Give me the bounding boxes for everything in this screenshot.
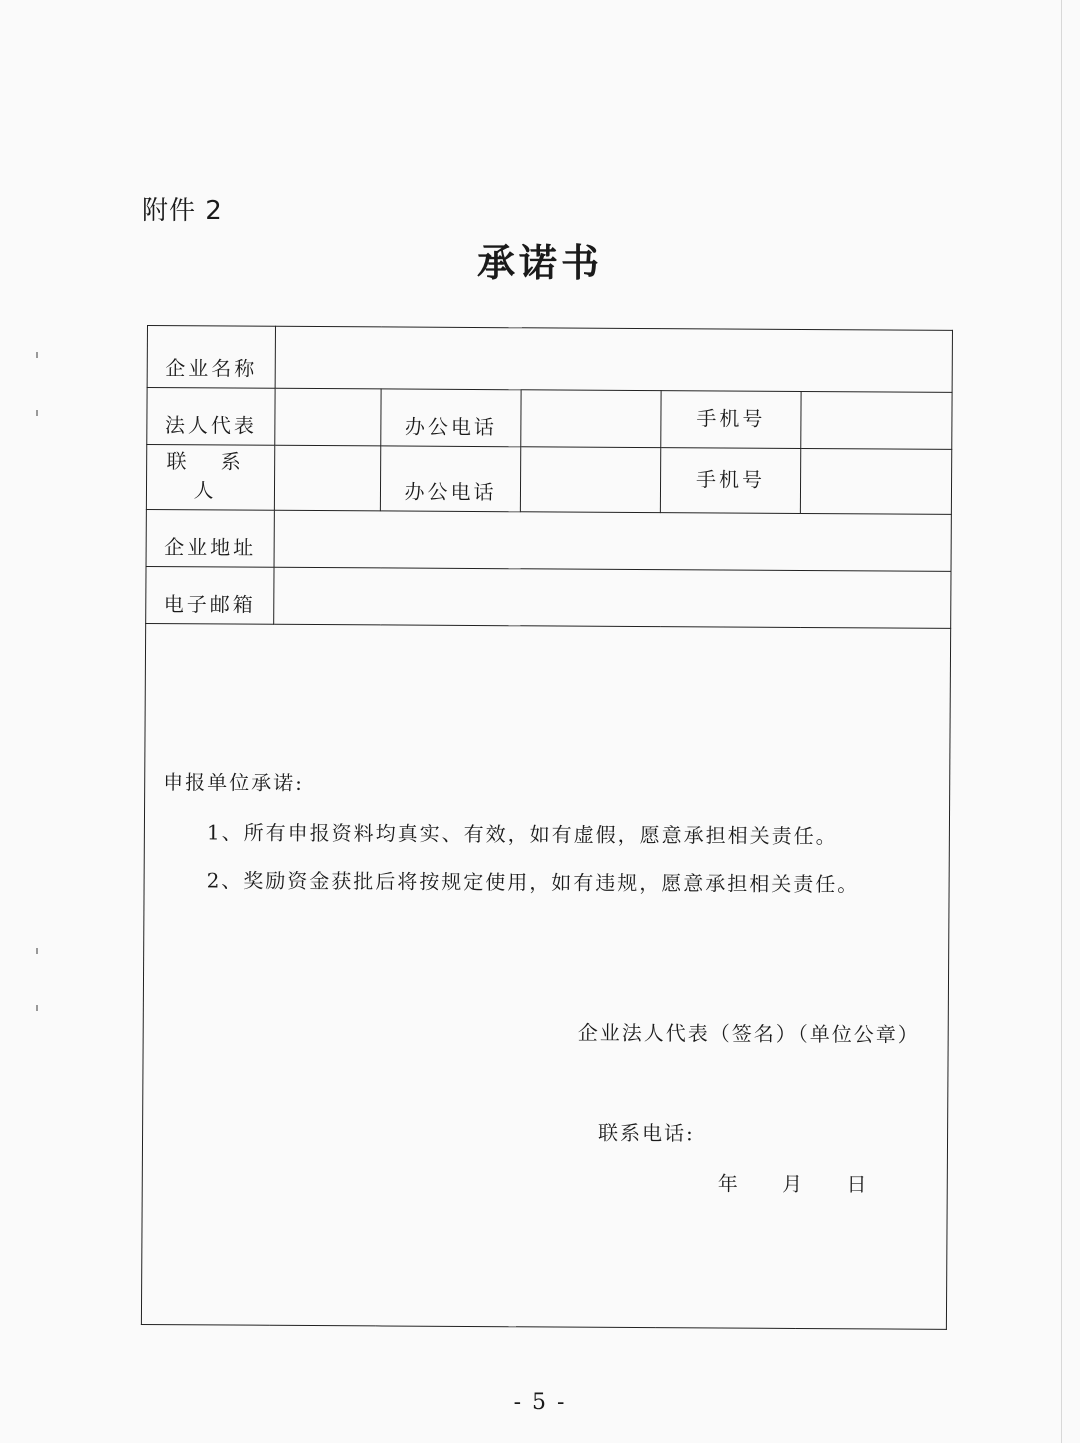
row-legal-rep xyxy=(147,388,952,450)
office-phone-field[interactable] xyxy=(521,390,661,448)
legal-rep-field[interactable] xyxy=(275,388,381,446)
contact-field[interactable] xyxy=(274,445,380,511)
contact-label: 联 系 人 xyxy=(146,445,274,511)
email-field[interactable] xyxy=(274,567,951,628)
pledge-area xyxy=(141,623,950,1329)
row-company-name xyxy=(147,326,952,393)
address-label: 企业地址 xyxy=(146,509,274,567)
scan-speck xyxy=(36,948,38,954)
office-phone-label: 办公电话 xyxy=(381,389,521,447)
row-pledge xyxy=(141,623,950,1329)
date-line xyxy=(718,1168,905,1198)
pledge-item-2: 2、奖励资金获批后将按规定使用，如有违规，愿意承担相关责任。 xyxy=(206,868,860,897)
mobile-field[interactable] xyxy=(801,391,952,449)
contact-mobile-field[interactable] xyxy=(800,448,951,514)
page-number: - 5 - xyxy=(513,1390,567,1415)
date-year: 年 xyxy=(717,1171,738,1196)
document-title: 承诺书 xyxy=(476,240,603,285)
row-address xyxy=(146,509,951,571)
company-name-label: 企业名称 xyxy=(147,326,275,389)
date-day: 日 xyxy=(846,1172,867,1197)
row-contact xyxy=(146,445,951,515)
pledge-intro: 申报单位承诺: xyxy=(163,770,305,795)
pledge-item-1: 1、所有申报资料均真实、有效，如有虚假，愿意承担相关责任。 xyxy=(206,820,838,849)
email-label: 电子邮箱 xyxy=(146,566,274,624)
date-month: 月 xyxy=(782,1171,803,1197)
legal-rep-label: 法人代表 xyxy=(147,388,275,446)
mobile-label: 手机号 xyxy=(661,391,801,449)
contact-office-phone-field[interactable] xyxy=(520,447,660,513)
pledge-form-table xyxy=(141,325,953,1330)
contact-office-phone-label: 办公电话 xyxy=(380,446,520,512)
attachment-label: 附件 2 xyxy=(142,196,223,226)
signature-line: 企业法人代表（签名）（单位公章） xyxy=(577,1020,920,1047)
page-edge xyxy=(1061,0,1062,1443)
contact-phone-line: 联系电话: xyxy=(598,1120,695,1146)
row-email xyxy=(146,566,951,628)
scan-speck xyxy=(36,352,38,358)
contact-mobile-label: 手机号 xyxy=(660,448,800,514)
company-name-field[interactable] xyxy=(275,326,952,392)
scan-speck xyxy=(36,410,38,416)
scan-speck xyxy=(36,1005,38,1011)
address-field[interactable] xyxy=(274,510,951,571)
